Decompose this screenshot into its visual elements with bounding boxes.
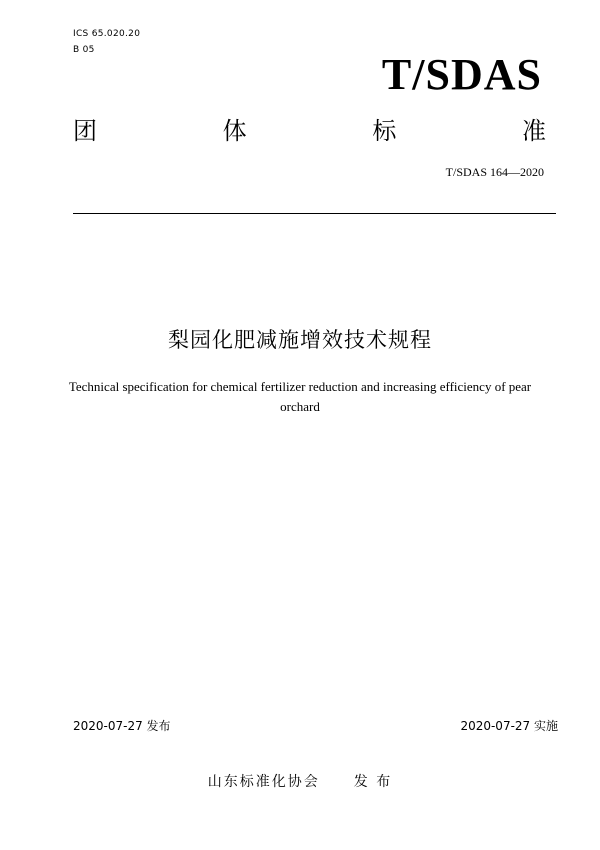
implement-date: 2020-07-27 实施 bbox=[460, 719, 558, 733]
document-type-char: 团 bbox=[73, 117, 97, 145]
title-english: Technical specification for chemical fertilizer reduction and increasing efficiency of pear orchard bbox=[68, 379, 532, 414]
ccs-code: B 05 bbox=[73, 45, 95, 55]
issuer-line bbox=[0, 772, 600, 792]
standard-number: T/SDAS 164—2020 bbox=[445, 165, 544, 179]
document-type bbox=[73, 117, 546, 145]
document-type-char: 准 bbox=[521, 117, 546, 145]
issuer-name: 山东标准化协会 bbox=[207, 774, 320, 790]
standard-logo: T/SDAS bbox=[381, 50, 542, 99]
ics-code: ICS 65.020.20 bbox=[73, 29, 141, 39]
header-divider bbox=[73, 213, 556, 214]
title-chinese: 梨园化肥减施增效技术规程 bbox=[168, 328, 432, 352]
document-type-char: 体 bbox=[222, 117, 247, 145]
document-type-char: 标 bbox=[372, 117, 397, 145]
issuer-action: 发 布 bbox=[353, 774, 393, 790]
publish-date: 2020-07-27 发布 bbox=[73, 719, 171, 733]
